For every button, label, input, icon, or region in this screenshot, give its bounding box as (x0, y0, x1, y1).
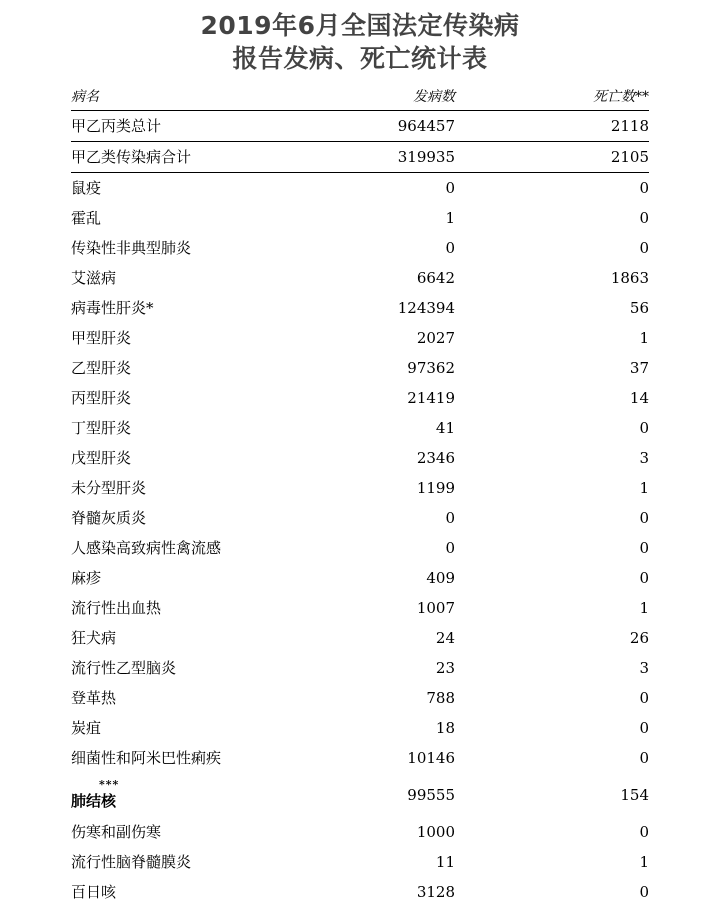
table-row (71, 593, 649, 623)
incidence-cell: 3128 (416, 883, 455, 901)
deaths-cell: 2105 (455, 142, 649, 173)
incidence-cell: 10146 (407, 749, 455, 767)
disease-name-cell: 艾滋病 (71, 269, 117, 287)
incidence-cell: 2346 (416, 449, 455, 467)
incidence-cell: 964457 (363, 111, 455, 142)
disease-name-cell: 狂犬病 (71, 629, 117, 647)
incidence-cell: 99555 (407, 786, 455, 804)
incidence-cell: 1199 (416, 479, 455, 497)
deaths-cell: 0 (639, 823, 649, 841)
disease-name-cell: 流行性出血热 (71, 599, 162, 617)
table-row (71, 173, 649, 204)
title-line-1: 2019年6月全国法定传染病 (200, 11, 520, 40)
disease-name-cell: 登革热 (71, 689, 117, 707)
deaths-cell: 14 (629, 389, 649, 407)
incidence-cell: 0 (445, 509, 455, 527)
table-row (71, 323, 649, 353)
table-row (71, 142, 649, 173)
incidence-cell: 97362 (407, 359, 455, 377)
table-row (71, 233, 649, 263)
table-row (71, 877, 649, 907)
column-header-deaths: 死亡数** (593, 89, 649, 105)
disease-name-cell: 甲乙类传染病合计 (71, 142, 363, 173)
disease-name-label: 肺结核 (71, 792, 117, 810)
table-row (71, 713, 649, 743)
deaths-cell: 1 (639, 479, 649, 497)
disease-name-cell: 流行性乙型脑炎 (71, 659, 177, 677)
incidence-cell: 23 (435, 659, 455, 677)
disease-name-cell: 未分型肝炎 (71, 479, 147, 497)
disease-name-cell: 麻疹 (71, 569, 102, 587)
deaths-cell: 1 (639, 853, 649, 871)
deaths-cell: 26 (629, 629, 649, 647)
table-row (71, 563, 649, 593)
incidence-cell: 2027 (416, 329, 455, 347)
column-header-incidence: 发病数 (413, 89, 455, 105)
deaths-cell: 0 (639, 883, 649, 901)
table-row (71, 533, 649, 563)
footnote-marker: *** (99, 778, 120, 791)
table-row (71, 847, 649, 877)
deaths-cell: 0 (639, 209, 649, 227)
deaths-cell: 0 (639, 239, 649, 257)
incidence-cell: 24 (435, 629, 455, 647)
deaths-cell: 1 (639, 329, 649, 347)
disease-name-cell (71, 773, 363, 817)
disease-name-cell: 人感染高致病性禽流感 (71, 539, 222, 557)
disease-name-cell: 戊型肝炎 (71, 449, 132, 467)
title-line-2: 报告发病、死亡统计表 (232, 44, 488, 73)
table-row (71, 653, 649, 683)
disease-name-cell: 鼠疫 (71, 179, 102, 197)
disease-name-cell: 霍乱 (71, 209, 102, 227)
table-row (71, 473, 649, 503)
deaths-cell: 0 (639, 749, 649, 767)
table-row (71, 413, 649, 443)
incidence-cell: 0 (445, 539, 455, 557)
deaths-cell: 3 (639, 659, 649, 677)
disease-name-cell: 百日咳 (71, 883, 117, 901)
table-row (71, 503, 649, 533)
disease-name-cell: 甲乙丙类总计 (71, 111, 363, 142)
disease-name-cell: 细菌性和阿米巴性痢疾 (71, 749, 222, 767)
disease-name-cell: 流行性脑脊髓膜炎 (71, 853, 192, 871)
incidence-cell: 41 (435, 419, 455, 437)
deaths-cell: 0 (639, 419, 649, 437)
incidence-cell: 788 (426, 689, 455, 707)
incidence-cell: 124394 (397, 299, 455, 317)
disease-name-cell: 炭疽 (71, 719, 102, 737)
table-row (71, 263, 649, 293)
deaths-cell: 0 (639, 179, 649, 197)
disease-name-cell: 乙型肝炎 (71, 359, 132, 377)
incidence-cell: 409 (426, 569, 455, 587)
infectious-disease-statistics-table (71, 84, 649, 907)
table-row (71, 111, 649, 142)
header-row (71, 84, 649, 111)
incidence-cell: 1007 (416, 599, 455, 617)
deaths-cell: 154 (620, 786, 649, 804)
incidence-cell: 21419 (407, 389, 455, 407)
deaths-cell: 0 (639, 539, 649, 557)
disease-name-cell: 甲型肝炎 (71, 329, 132, 347)
table-row (71, 353, 649, 383)
table-row (71, 817, 649, 847)
incidence-cell: 0 (445, 239, 455, 257)
table-row (71, 443, 649, 473)
deaths-cell: 0 (639, 569, 649, 587)
deaths-cell: 1863 (610, 269, 649, 287)
deaths-cell: 0 (639, 509, 649, 527)
table-row (71, 623, 649, 653)
table-row (71, 683, 649, 713)
table-row (71, 203, 649, 233)
incidence-cell: 11 (435, 853, 455, 871)
deaths-cell: 56 (629, 299, 649, 317)
deaths-cell: 0 (639, 689, 649, 707)
incidence-cell: 1000 (416, 823, 455, 841)
deaths-cell: 0 (639, 719, 649, 737)
table-row (71, 743, 649, 773)
incidence-cell: 0 (445, 179, 455, 197)
disease-name-cell: 病毒性肝炎* (71, 299, 154, 317)
deaths-cell: 3 (639, 449, 649, 467)
incidence-cell: 1 (445, 209, 455, 227)
table-row (71, 293, 649, 323)
disease-name-cell: 丙型肝炎 (71, 389, 132, 407)
incidence-cell: 319935 (363, 142, 455, 173)
table-header (71, 84, 649, 111)
disease-name-cell: 丁型肝炎 (71, 419, 132, 437)
column-header-disease-name: 病名 (71, 89, 99, 105)
table-row (71, 773, 649, 817)
deaths-cell: 1 (639, 599, 649, 617)
disease-name-cell: 传染性非典型肺炎 (71, 239, 192, 257)
deaths-cell: 2118 (455, 111, 649, 142)
disease-name-cell: 伤寒和副伤寒 (71, 823, 162, 841)
page-title (0, 0, 720, 75)
disease-name-cell: 脊髓灰质炎 (71, 509, 147, 527)
incidence-cell: 18 (435, 719, 455, 737)
incidence-cell: 6642 (416, 269, 455, 287)
table-body (71, 111, 649, 907)
deaths-cell: 37 (629, 359, 649, 377)
table-row (71, 383, 649, 413)
